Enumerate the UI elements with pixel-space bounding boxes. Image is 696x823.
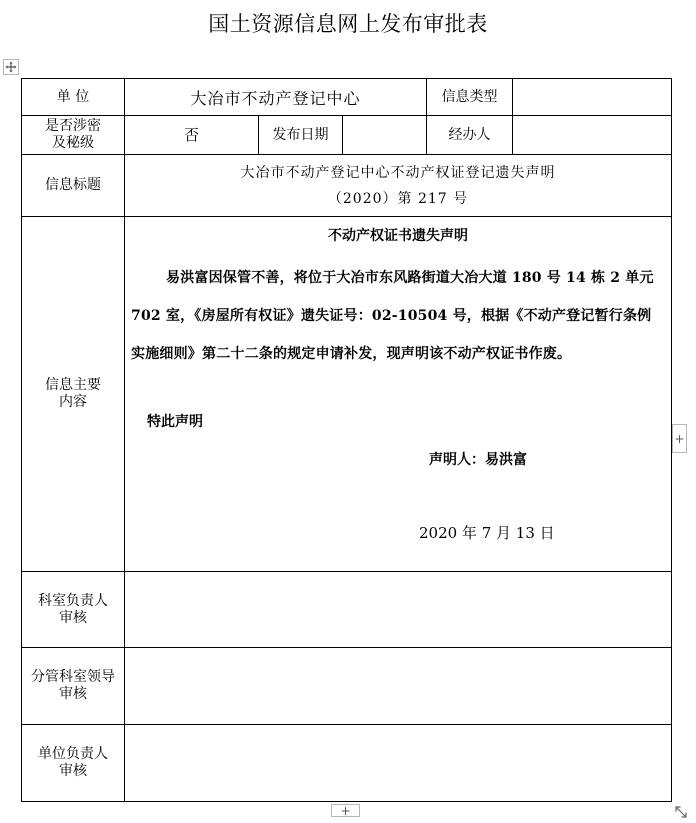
dept-head-value-cell[interactable] — [125, 572, 672, 648]
publish-date-label: 发布日期 — [272, 126, 329, 143]
content-special-statement: 特此声明 — [147, 414, 203, 430]
content-label: 信息主要 内容 — [45, 377, 101, 410]
secret-value-cell[interactable] — [125, 116, 259, 155]
add-row-button[interactable] — [331, 804, 360, 817]
row-secret — [22, 116, 672, 155]
secret-value: 否 — [183, 125, 199, 144]
content-heading: 不动产权证书遗失声明 — [328, 228, 468, 244]
row-supervisor — [22, 648, 672, 725]
handler-label-cell — [427, 116, 513, 155]
info-title-line1: 大冶市不动产登记中心不动产权证登记遗失声明 — [240, 164, 556, 181]
row-dept-head — [22, 572, 672, 648]
info-title-line2: （2020）第 217 号 — [327, 190, 469, 207]
publish-date-value-cell[interactable] — [343, 116, 427, 155]
row-unit — [22, 79, 672, 116]
unit-head-label-cell — [22, 725, 125, 802]
supervisor-value-cell[interactable] — [125, 648, 672, 725]
info-title-label-cell — [22, 155, 125, 217]
info-type-value-cell[interactable] — [513, 79, 672, 116]
info-title-value-cell[interactable] — [125, 155, 672, 217]
resize-icon — [674, 805, 688, 819]
dept-head-label-cell — [22, 572, 125, 648]
plus-icon: + — [340, 803, 351, 818]
info-type-label: 信息类型 — [441, 88, 498, 105]
add-column-button[interactable] — [672, 424, 687, 453]
supervisor-label: 分管科室领导 审核 — [31, 669, 115, 702]
secret-label-cell — [22, 116, 125, 155]
move-icon — [5, 61, 17, 73]
content-paragraph: 易洪富因保管不善，将位于大冶市东风路街道大冶大道 180 号 14 栋 2 单元 702 室，《房屋所有权证》遗失证号：02-10504 号，根据《不动产登记暂行条例实施细则》第二十二条的规定申请补发，现声明该不动产权证书作废。 — [131, 270, 654, 362]
content-body — [125, 217, 671, 569]
plus-icon: + — [674, 431, 685, 446]
content-value-cell[interactable] — [125, 217, 672, 572]
content-label-cell — [22, 217, 125, 572]
unit-value-cell[interactable] — [125, 79, 427, 116]
secret-label: 是否涉密 及秘级 — [45, 118, 101, 151]
row-info-title — [22, 155, 672, 217]
document-title: 国土资源信息网上发布审批表 — [208, 12, 488, 36]
info-type-label-cell — [427, 79, 513, 116]
content-declarant: 声明人：易洪富 — [429, 452, 527, 468]
unit-label: 单 位 — [56, 88, 90, 105]
unit-label-cell — [22, 79, 125, 116]
approval-form-table — [21, 78, 672, 802]
table-resize-handle[interactable] — [674, 804, 688, 818]
supervisor-label-cell — [22, 648, 125, 725]
row-content — [22, 217, 672, 572]
publish-date-label-cell — [259, 116, 343, 155]
dept-head-label: 科室负责人 审核 — [38, 592, 108, 626]
unit-head-label: 单位负责人 审核 — [38, 746, 108, 779]
info-title-label: 信息标题 — [45, 177, 101, 193]
unit-value: 大冶市不动产登记中心 — [190, 88, 361, 108]
handler-label: 经办人 — [448, 126, 491, 143]
handler-value-cell[interactable] — [513, 116, 672, 155]
table-move-handle[interactable] — [3, 59, 19, 75]
row-unit-head — [22, 725, 672, 802]
unit-head-value-cell[interactable] — [125, 725, 672, 802]
content-date: 2020 年 7 月 13 日 — [419, 524, 555, 542]
